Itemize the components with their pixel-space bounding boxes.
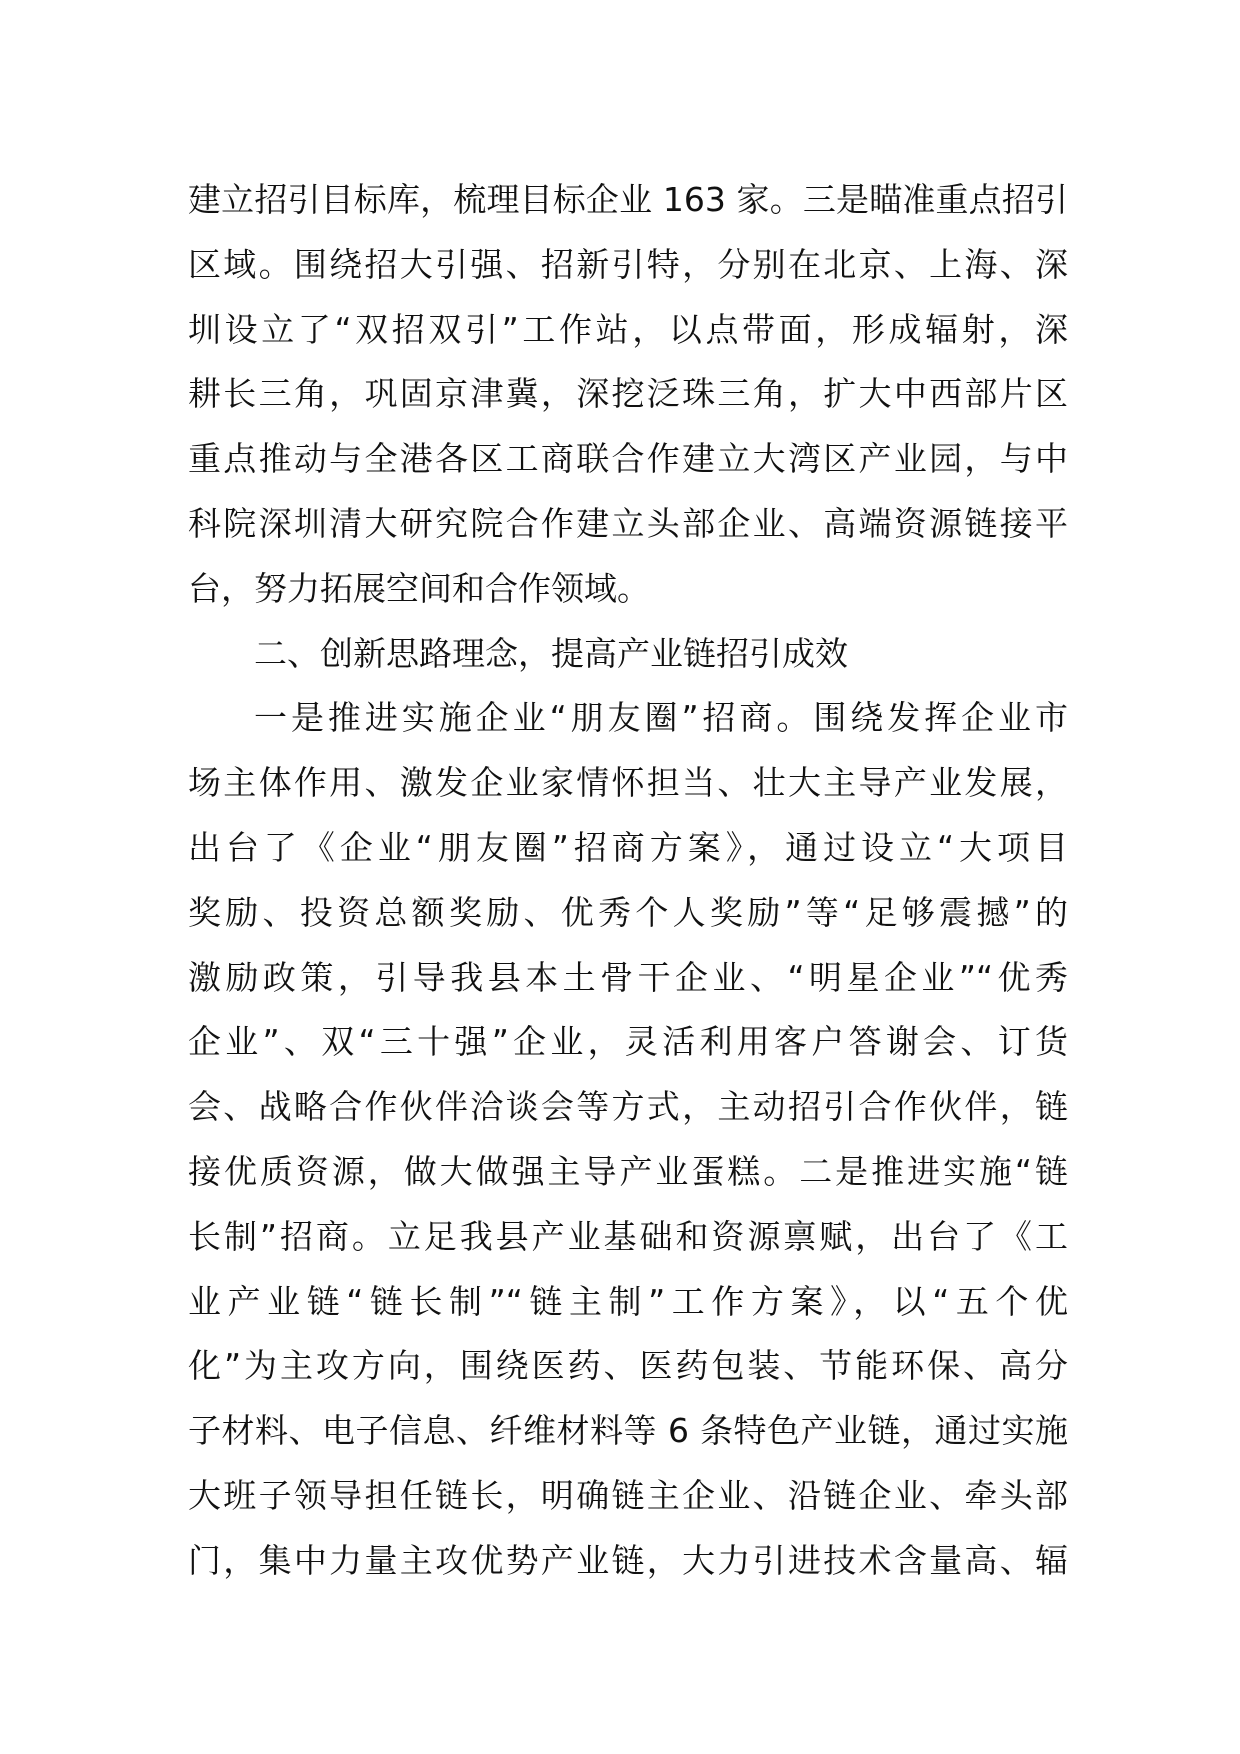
text-line: 长制”招商。立足我县产业基础和资源禀赋，出台了《工 bbox=[188, 1216, 1068, 1256]
text-line: 企业”、双“三十强”企业，灵活利用客户答谢会、订货 bbox=[188, 1022, 1068, 1062]
text-line: 化”为主攻方向，围绕医药、医药包装、节能环保、高分 bbox=[188, 1346, 1068, 1386]
section-heading: 二、创新思路理念，提高产业链招引成效 bbox=[254, 633, 848, 673]
text-line: 接优质资源，做大做强主导产业蛋糕。二是推进实施“链 bbox=[188, 1151, 1068, 1191]
text-line: 奖励、投资总额奖励、优秀个人奖励”等“足够震撼”的 bbox=[188, 892, 1068, 932]
text-line: 业产业链“链长制”“链主制”工作方案》，以“五个优 bbox=[188, 1281, 1068, 1321]
text-line: 大班子领导担任链长，明确链主企业、沿链企业、牵头部 bbox=[188, 1475, 1068, 1515]
text-line: 台，努力拓展空间和合作领域。 bbox=[188, 568, 650, 608]
text-line: 激励政策，引导我县本土骨干企业、“明星企业”“优秀 bbox=[188, 957, 1068, 997]
text-line: 一是推进实施企业“朋友圈”招商。围绕发挥企业市 bbox=[254, 698, 1068, 738]
text-line: 会、战略合作伙伴洽谈会等方式，主动招引合作伙伴，链 bbox=[188, 1087, 1068, 1127]
text-line: 圳设立了“双招双引”工作站，以点带面，形成辐射，深 bbox=[188, 309, 1068, 349]
body-text bbox=[188, 168, 1068, 1594]
text-line: 区域。围绕招大引强、招新引特，分别在北京、上海、深 bbox=[188, 244, 1068, 284]
text-line: 门，集中力量主攻优势产业链，大力引进技术含量高、辐 bbox=[188, 1540, 1068, 1580]
text-line: 出台了《企业“朋友圈”招商方案》，通过设立“大项目 bbox=[188, 827, 1068, 867]
text-line: 建立招引目标库，梳理目标企业 163 家。三是瞄准重点招引 bbox=[188, 180, 1068, 219]
text-line: 耕长三角，巩固京津冀，深挖泛珠三角，扩大中西部片区 bbox=[188, 374, 1068, 414]
text-line: 子材料、电子信息、纤维材料等 6 条特色产业链，通过实施 bbox=[188, 1411, 1068, 1451]
text-line: 科院深圳清大研究院合作建立头部企业、高端资源链接平 bbox=[188, 503, 1068, 543]
text-line: 重点推动与全港各区工商联合作建立大湾区产业园，与中 bbox=[188, 439, 1068, 479]
text-line: 场主体作用、激发企业家情怀担当、壮大主导产业发展， bbox=[188, 763, 1068, 803]
